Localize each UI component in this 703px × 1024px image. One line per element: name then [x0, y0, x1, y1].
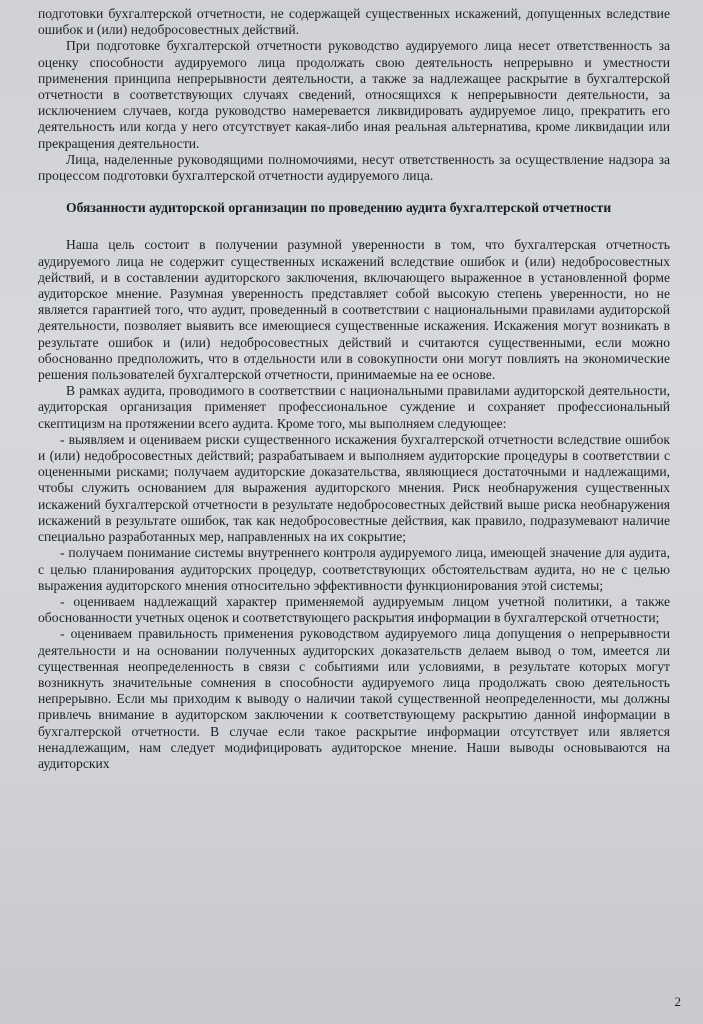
- list-item-3: - оцениваем надлежащий характер применяемой аудируемым лицом учетной политики, а также обоснованности учетных оценок и соответствующего раскрытия информации в бухгалтерской отчетности;: [38, 593, 670, 626]
- intro-paragraph-2: При подготовке бухгалтерской отчетности руководство аудируемого лица несет ответственность за оценку способности аудируемого лица продолжать свою деятельность непрерывно и уместности применения принципа непрерывности деятельности, а также за надлежащее раскрытие в бухгалтерской отчетности в соответствующих случаях сведений, относящихся к непрерывности деятельности, за исключением случаев, когда руководство намеревается ликвидировать аудируемое лицо, прекратить его деятельность или когда у него отсутствует какая-либо иная реальная альтернатива, кроме ликвидации или прекращения деятельности.: [38, 38, 670, 151]
- list-item-1: - выявляем и оцениваем риски существенного искажения бухгалтерской отчетности вследствие ошибок и (или) недобросовестных действий; разрабатываем и выполняем аудиторские процедуры в соответствии с оцененными рисками; получаем аудиторские доказательства, являющиеся достаточными и надлежащими, чтобы служить основанием для выражения аудиторского мнения. Риск необнаружения существенных искажений бухгалтерской отчетности в результате недобросовестных действий выше риска необнаружения искажений в результате ошибок, так как недобросовестные действия, как правило, подразумевают наличие специально разработанных мер, направленных на их сокрытие;: [38, 431, 670, 545]
- body-paragraph-2: В рамках аудита, проводимого в соответствии с национальными правилами аудиторской деятельности, аудиторская организация применяет профессиональное суждение и сохраняет профессиональный скептицизм на протяжении всего аудита. Кроме того, мы выполняем следующее:: [38, 383, 670, 431]
- body-paragraph-1: Наша цель состоит в получении разумной уверенности в том, что бухгалтерская отчетность аудируемого лица не содержит существенных искажений вследствие ошибок и (или) недобросовестных действий, и в составлении аудиторского заключения, включающего выраженное в установленной форме аудиторское мнение. Разумная уверенность представляет собой высокую степень уверенности, но не является гарантией того, что аудит, проведенный в соответствии с национальными правилами аудиторской деятельности, позволяет выявить все имеющиеся существенные искажения. Искажения могут возникать в результате ошибок и (или) недобросовестных действий и считаются существенными, если можно обоснованно предположить, что в отдельности или в совокупности они могут повлиять на экономические решения пользователей бухгалтерской отчетности, принимаемые на ее основе.: [38, 237, 670, 383]
- document-text: [38, 6, 670, 772]
- intro-paragraph-3: Лица, наделенные руководящими полномочиями, несут ответственность за осуществление надзора за процессом подготовки бухгалтерской отчетности аудируемого лица.: [38, 151, 670, 184]
- list-item-2: - получаем понимание системы внутреннего контроля аудируемого лица, имеющей значение для аудита, с целью планирования аудиторских процедур, соответствующих обстоятельствам аудита, но не с целью выражения аудиторского мнения относительно эффективности функционирования этой системы;: [38, 545, 670, 593]
- section-heading: Обязанности аудиторской организации по проведению аудита бухгалтерской отчетности: [66, 200, 612, 216]
- page-number: 2: [674, 994, 681, 1009]
- list-item-4: - оцениваем правильность применения руководством аудируемого лица допущения о непрерывности деятельности и на основании полученных аудиторских доказательств делаем вывод о том, имеется ли существенная неопределенность в связи с событиями или условиями, в результате которых могут возникнуть значительные сомнения в способности аудируемого лица продолжать свою деятельность непрерывно. Если мы приходим к выводу о наличии такой существенной неопределенности, мы должны привлечь внимание в аудиторском заключении к соответствующему раскрытию данной информации в бухгалтерской отчетности. В случае если такое раскрытие информации отсутствует или является ненадлежащим, нам следует модифицировать аудиторское мнение. Наши выводы основываются на аудиторских: [38, 626, 670, 771]
- intro-paragraph-1: подготовки бухгалтерской отчетности, не содержащей существенных искажений, допущенных вследствие ошибок и (или) недобросовестных действий.: [38, 6, 670, 38]
